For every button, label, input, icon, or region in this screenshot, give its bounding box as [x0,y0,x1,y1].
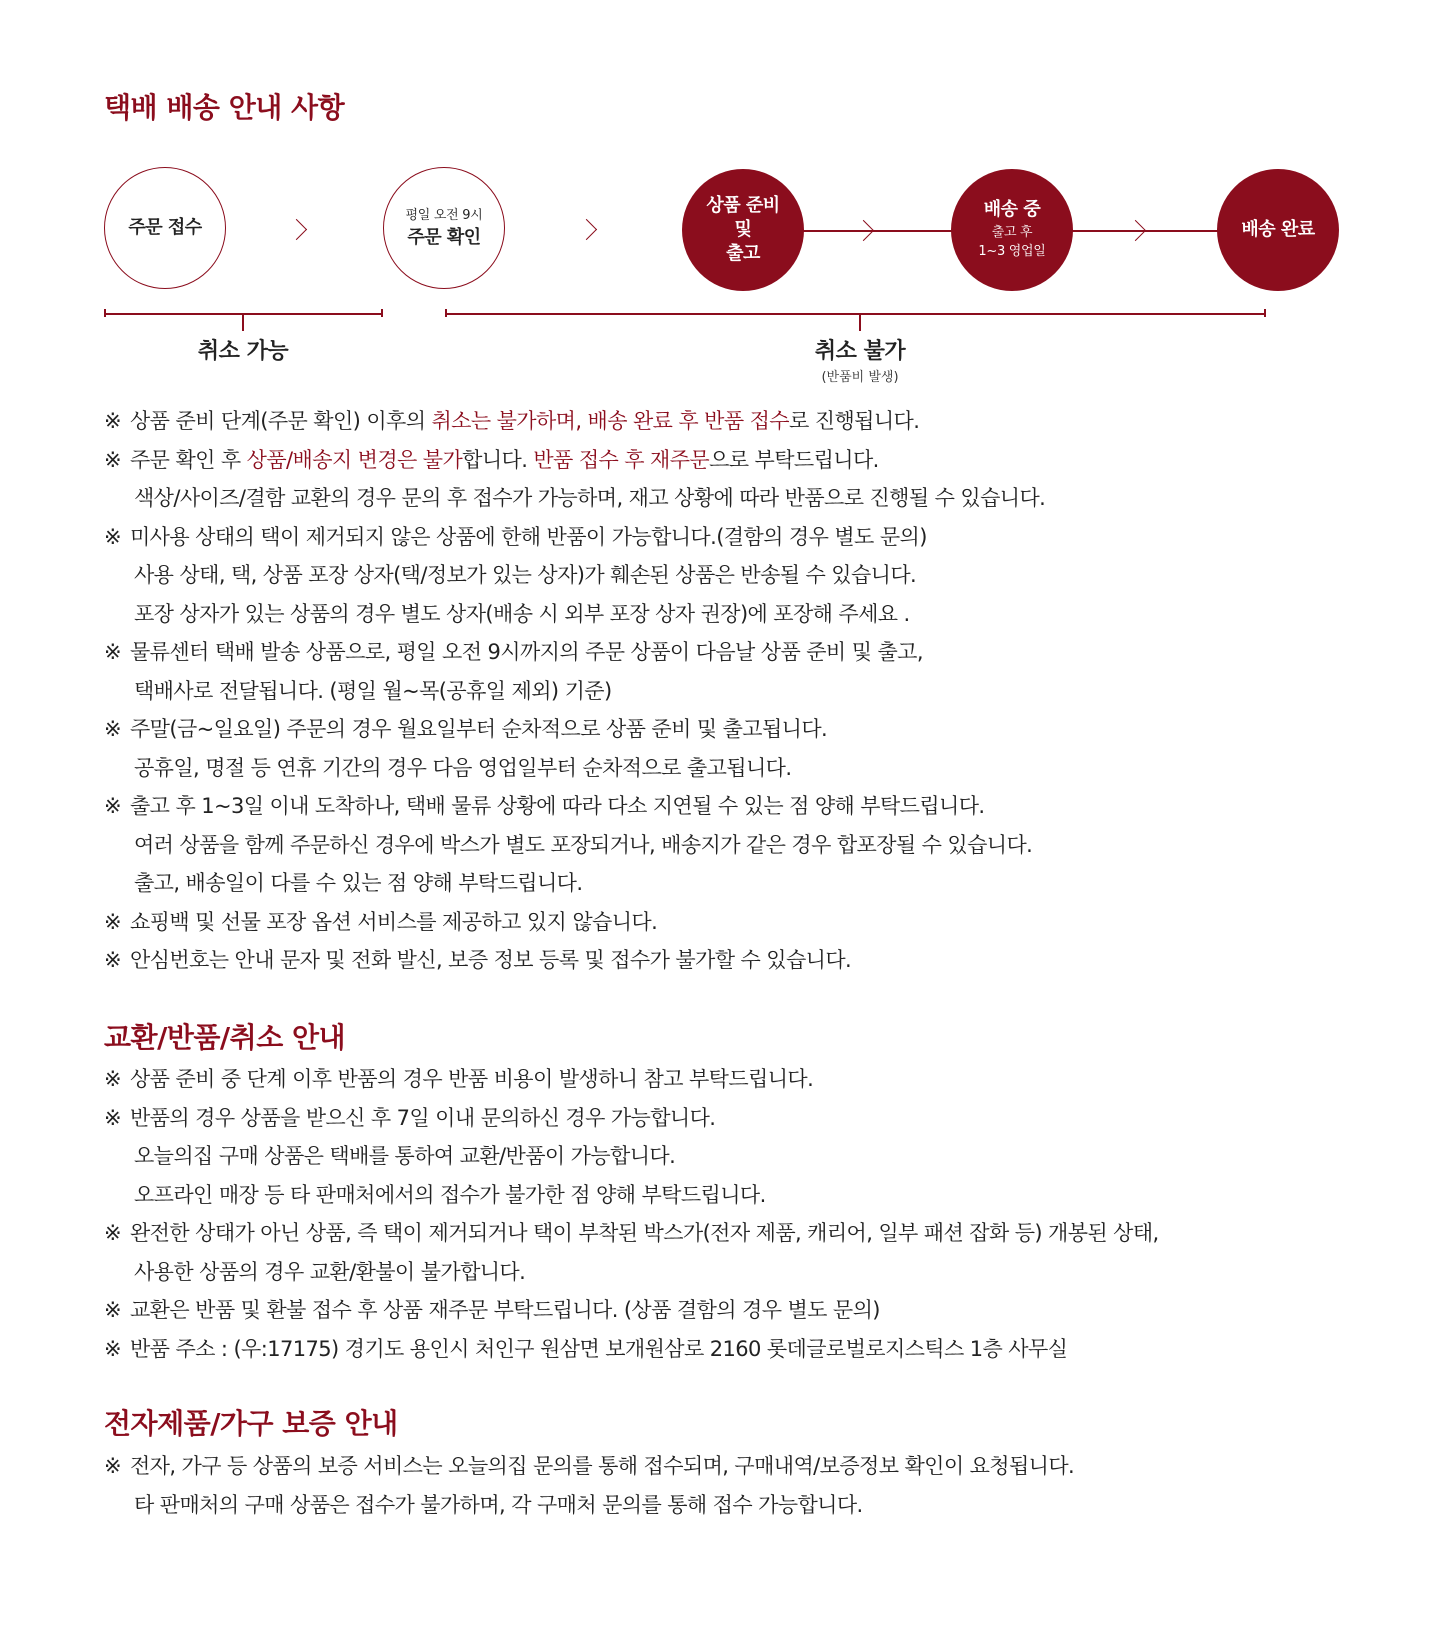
step-sublabel: 평일 오전 9시 [405,208,483,224]
note-text: 합니다. [462,447,534,472]
list-item [104,633,1404,672]
list-item [104,595,1404,634]
note-text: 교환은 반품 및 환불 접수 후 상품 재주문 부탁드립니다. (상품 결함의 경우 별도 문의) [130,1298,880,1322]
list-item [104,1137,1404,1176]
step-label-line2: 및 [734,218,752,240]
list-item [104,941,1404,980]
note-text: 오늘의집 구매 상품은 택배를 통하여 교환/반품이 가능합니다. [134,1144,676,1168]
note-highlight: 상품/배송지 변경은 불가 [246,447,463,472]
list-item [104,1253,1404,1292]
step-in-delivery [951,169,1073,291]
list-item [104,1291,1404,1330]
note-text: 미사용 상태의 택이 제거되지 않은 상품에 한해 반품이 가능합니다.(결함의 경우 별도 문의) [130,524,927,549]
reference-mark: ※ [104,1067,121,1091]
bracket-tick [242,314,244,331]
note-text: 오프라인 매장 등 타 판매처에서의 접수가 불가한 점 양해 부탁드립니다. [134,1182,766,1207]
step-label: 주문 확인 [407,226,481,248]
note-highlight: 취소는 불가하며, 배송 완료 후 반품 접수 [431,409,789,433]
bracket-tick [859,314,861,331]
note-text: 안심번호는 안내 문자 및 전화 발신, 보증 정보 등록 및 접수가 불가할 수 있습니다. [130,948,852,972]
reference-mark: ※ [104,640,121,664]
list-item [104,903,1404,942]
reference-mark: ※ [104,794,121,818]
note-text: 쇼핑백 및 선물 포장 옵션 서비스를 제공하고 있지 않습니다. [130,909,658,934]
list-item [104,787,1404,826]
note-text: 타 판매처의 구매 상품은 접수가 불가하며, 각 구매처 문의를 통해 접수 가능합니다. [134,1492,863,1517]
return-fee-note: (반품비 발생) [821,370,899,385]
note-text: 주문 확인 후 [130,447,247,472]
list-item [104,479,1404,518]
shipping-info-title: 택배 배송 안내 사항 [104,91,345,124]
note-text: 출고, 배송일이 다를 수 있는 점 양해 부탁드립니다. [134,871,583,895]
reference-mark: ※ [104,909,121,934]
exchange-notes-list [104,1060,1404,1368]
bracket-end [445,309,447,317]
list-item [104,1330,1404,1369]
note-text: 택배사로 전달됩니다. (평일 월~목(공휴일 제외) 기준) [134,678,612,703]
exchange-return-title: 교환/반품/취소 안내 [104,1021,346,1054]
cancel-possible-label: 취소 가능 [197,339,289,364]
list-item [104,864,1404,903]
note-text: 포장 상자가 있는 상품의 경우 별도 상자(배송 시 외부 포장 상자 권장)에 포장해 주세요 . [134,601,910,626]
list-item [104,826,1404,865]
reference-mark: ※ [104,717,121,741]
note-text: 출고 후 1~3일 이내 도착하나, 택배 물류 상황에 따라 다소 지연될 수 있는 점 양해 부탁드립니다. [130,794,985,818]
list-item [104,1176,1404,1215]
reference-mark: ※ [104,1298,121,1322]
step-sublabel: 출고 후 [991,224,1033,240]
step-order-confirmed [383,167,505,289]
list-item [104,672,1404,711]
note-text: 여러 상품을 함께 주문하신 경우에 박스가 별도 포장되거나, 배송지가 같은 경우 합포장될 수 있습니다. [134,832,1033,857]
reference-mark: ※ [104,1454,121,1478]
step-sublabel: 1~3 영업일 [978,244,1046,260]
note-text: 으로 부탁드립니다. [709,447,879,472]
bracket-end [381,309,383,317]
reference-mark: ※ [104,1105,121,1130]
note-text: 반품 주소 : (우:17175) 경기도 용인시 처인구 원삼면 보개원삼로 2160 롯데글로벌로지스틱스 1층 사무실 [130,1336,1068,1361]
shipping-notes-list [104,402,1404,980]
chevron-right-icon [1125,220,1146,241]
reference-mark: ※ [104,447,121,472]
list-item [104,1486,1404,1525]
note-text: 색상/사이즈/결함 교환의 경우 문의 후 접수가 가능하며, 재고 상황에 따라 반품으로 진행될 수 있습니다. [134,486,1046,510]
bracket-end [1264,309,1266,317]
reference-mark: ※ [104,524,121,549]
list-item [104,1214,1404,1253]
note-text: 전자, 가구 등 상품의 보증 서비스는 오늘의집 문의를 통해 접수되며, 구매내역/보증정보 확인이 요청됩니다. [130,1454,1075,1478]
list-item [104,1060,1404,1099]
list-item [104,749,1404,788]
note-text: 공휴일, 명절 등 연휴 기간의 경우 다음 영업일부터 순차적으로 출고됩니다. [134,755,792,780]
bracket-end [104,309,106,317]
reference-mark: ※ [104,948,121,972]
note-text: 상품 준비 단계(주문 확인) 이후의 [130,409,432,433]
list-item [104,1447,1404,1486]
list-item [104,710,1404,749]
list-item [104,441,1404,480]
chevron-right-icon [853,220,874,241]
warranty-notes-list [104,1447,1404,1524]
step-label: 주문 접수 [128,216,202,238]
reference-mark: ※ [104,1221,121,1245]
step-order-received [104,167,226,289]
reference-mark: ※ [104,1336,121,1361]
note-text: 완전한 상태가 아닌 상품, 즉 택이 제거되거나 택이 부착된 박스가(전자 제품, 캐리어, 일부 패션 잡화 등) 개봉된 상태, [130,1221,1159,1245]
chevron-right-icon [576,219,597,240]
note-text: 반품의 경우 상품을 받으신 후 7일 이내 문의하신 경우 가능합니다. [130,1105,716,1130]
reference-mark: ※ [104,409,121,433]
note-text: 물류센터 택배 발송 상품으로, 평일 오전 9시까지의 주문 상품이 다음날 상품 준비 및 출고, [130,640,923,664]
list-item [104,402,1404,441]
step-label-line3: 출고 [726,243,760,265]
cancel-impossible-label: 취소 불가 [814,339,906,364]
step-preparing-shipping [682,169,804,291]
step-delivered [1217,169,1339,291]
list-item [104,518,1404,557]
step-label-line1: 상품 준비 [706,194,780,216]
note-text: 사용 상태, 택, 상품 포장 상자(택/정보가 있는 상자)가 훼손된 상품은 반송될 수 있습니다. [134,563,917,587]
step-label: 배송 중 [983,199,1041,221]
warranty-title: 전자제품/가구 보증 안내 [104,1407,398,1440]
cancel-impossible-bracket [445,313,1265,315]
note-text: 상품 준비 중 단계 이후 반품의 경우 반품 비용이 발생하니 참고 부탁드립니다. [130,1067,814,1091]
note-text: 사용한 상품의 경우 교환/환불이 불가합니다. [134,1259,526,1284]
note-text: 주말(금~일요일) 주문의 경우 월요일부터 순차적으로 상품 준비 및 출고됩니다. [130,717,828,741]
note-text: 로 진행됩니다. [789,409,920,433]
chevron-right-icon [286,219,307,240]
list-item [104,556,1404,595]
step-label: 배송 완료 [1241,218,1315,240]
list-item [104,1099,1404,1138]
note-highlight: 반품 접수 후 재주문 [533,447,710,472]
